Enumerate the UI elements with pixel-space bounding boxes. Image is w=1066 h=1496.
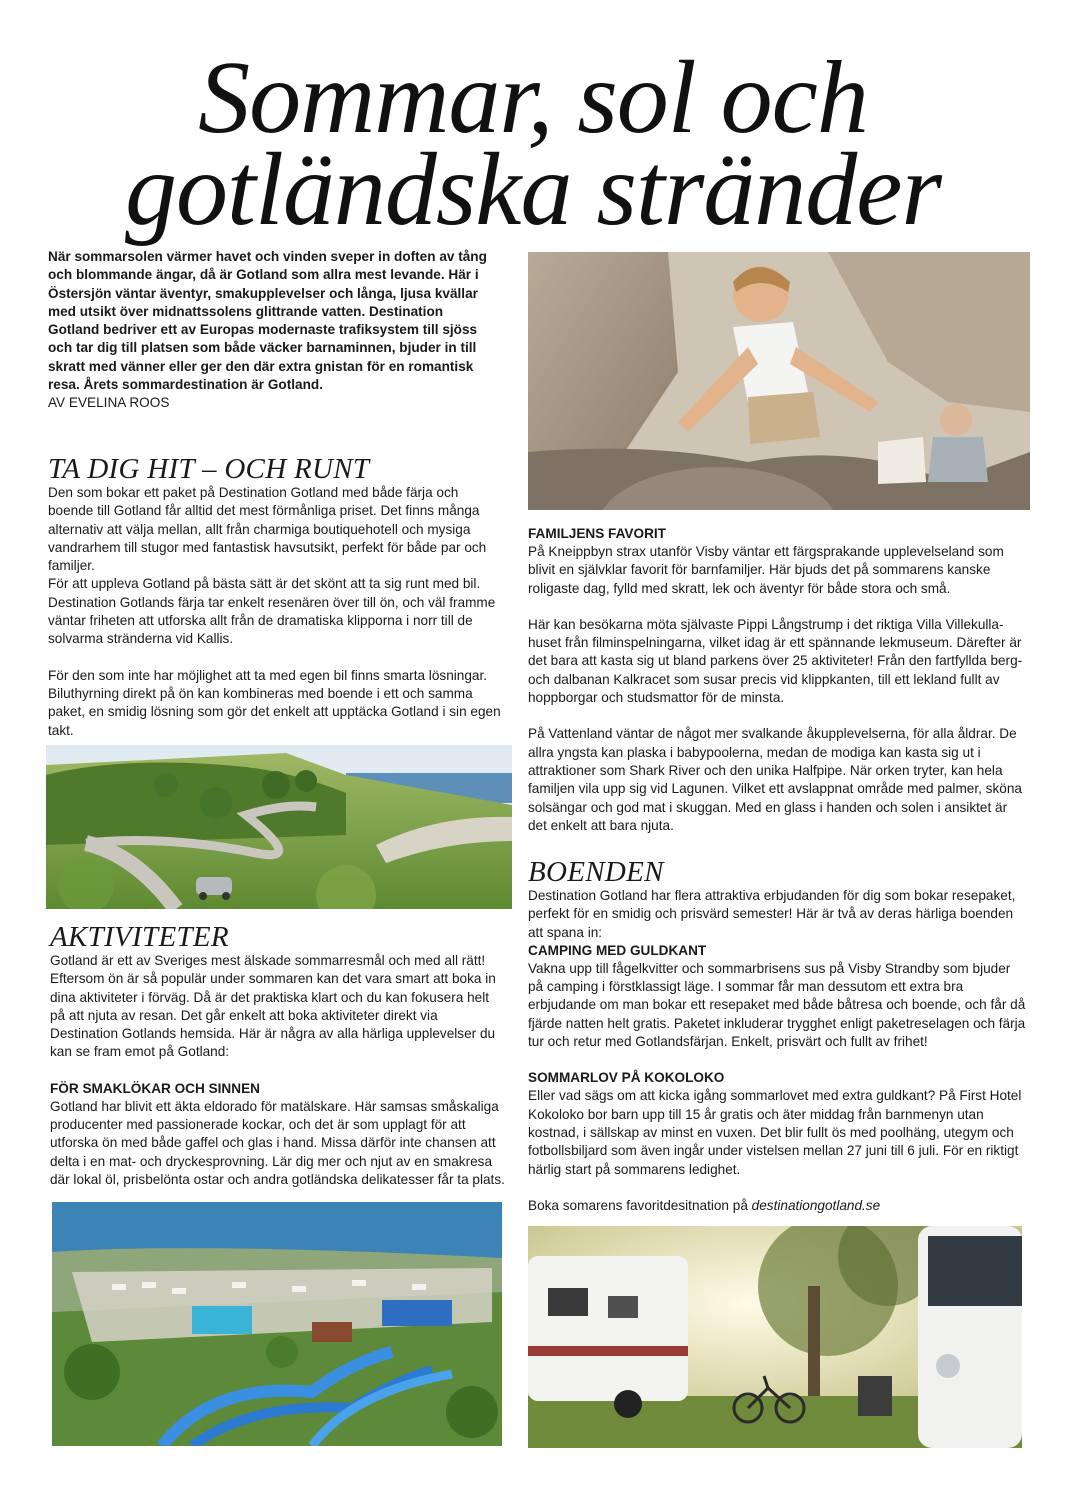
section-ta-dig-hit [48,454,504,740]
camping-text: Vakna upp till fågelkvitter och sommarbrisens sus på Visby Strandby som bjuder på camping i förstklassigt läge. I sommar får man dessutom ett extra bra erbjudande om man bokar ett resepaket med både båtresa och boende, och får då fjärde natten helt gratis. Paketet inkluderar trygghet enligt paketreselagen och färja tur och retur med Gotlandsfärjan. Enkelt, prisvärt och fullt av frihet! [528,960,1026,1050]
title-line-2: gotländska stränder [125,132,941,247]
cta-link[interactable]: destinationgotland.se [751,1197,881,1213]
boenden-intro: Destination Gotland har flera attraktiva erbjudanden för dig som bokar resepaket, perfekt för en smidig och prisvärd semester! Här är två av deras härliga boenden att spana in: [528,888,1016,940]
boy-climbing-rocks-photo [528,252,1030,510]
hit-paragraph-1: Den som bokar ett paket på Destination Gotland med både färja och boende till Gotland får alltid det mest förmånliga priset. Det finns många alternativ att välja mellan, allt från charmiga boutiquehotell och mysiga vandrarhem till stugor med fantastisk havsutsikt, perfekt för både par och familjer. [48,485,487,574]
sub-heading-camping: CAMPING MED GULDKANT [528,942,707,958]
hit-paragraph-2: För att uppleva Gotland på bästa sätt är det skönt att ta sig runt med bil. Destination Gotlands färja tar enkelt resenären över till ön, och väl framme väntar friheten att utforska allt från de dramatiska klipporna i norr till de solvarma stränderna vid Kallis. [48,576,496,647]
section-familjens-favorit [528,525,1028,835]
water-park-photo [52,1202,502,1446]
section-heading-aktiviteter: AKTIVITETER [50,921,229,953]
kokoloko-text: Eller vad sägs om att kicka igång sommarlovet med extra guldkant? På First Hotel Kokoloko bor barn upp till 15 år gratis och äter middag från barnmenyn utan kostnad, i sällskap av minst en vuxen. Det blir fullt ös med poolhäng, utegym och fotbollsbiljard som även ingår under vistelsen mellan 27 juni till 6 juli. För en riktigt härlig start på sommarens ledighet. [528,1088,1022,1177]
hit-paragraph-3: För den som inte har möjlighet att ta med egen bil finns smarta lösningar. Biluthyrning direkt på ön kan kombineras med boende i ett och samma paket, en smidig lösning som gör det enkelt att upptäcka Gotland i sin egen takt. [48,667,501,738]
cta-text: Boka somarens favoritdesitnation på [528,1197,748,1213]
sub-heading-kokoloko: SOMMARLOV PÅ KOKOLOKO [528,1070,725,1086]
section-aktiviteter [50,922,506,1189]
section-heading-hit: TA DIG HIT – OCH RUNT [48,453,370,485]
road-coast-photo [46,745,512,909]
fam-paragraph-1: På Kneippbyn strax utanför Visby väntar ett färgsprakande upplevelseland som blivit en självklar favorit för barnfamiljer. Här bjuds det på sommarens kanske roligaste dag, fylld med skratt, lek och äventyr för både stora och små. [528,544,1004,596]
section-boenden [528,857,1028,1215]
section-heading-familj: FAMILJENS FAVORIT [528,526,666,541]
sub-heading-smaklokar: FÖR SMAKLÖKAR OCH SINNEN [50,1080,260,1096]
title-line-1: Sommar, sol och [198,40,868,155]
fam-paragraph-3: På Vattenland väntar de något mer svalkande åkupplevelserna, för alla åldrar. De allra yngsta kan plaska i babypoolerna, medan de modiga kan kasta sig ut i attraktioner som Shark River och den unika Halfpipe. När orken tryter, kan hela familjen vila upp sig vid Lagunen. Vilket ett avslappnat område med palmer, sköna solsängar och god mat i skuggan. Med en glass i handen och solen i ansiktet är det enkelt att bara njuta. [528,726,1022,833]
section-heading-boenden: BOENDEN [528,856,664,888]
intro-block [48,248,488,413]
page-title [0,40,1066,247]
byline: AV EVELINA ROOS [48,395,170,411]
akt-paragraph-1: Gotland är ett av Sveriges mest älskade sommarresmål och med all rätt! Eftersom ön är så populär under sommaren kan det vara smart att boka in dina aktiviteter i förväg. Då är det praktiska klart och du kan fokusera helt på att njuta av resan. Det går enkelt att boka aktiviteter direkt via Destination Gotlands hemsida. Här är några av alla härliga upplevelser du kan se fram emot på Gotland: [50,953,496,1060]
akt-paragraph-2: Gotland har blivit ett äkta eldorado för matälskare. Här samsas småskaliga producenter med passionerade kockar, och det är som upplagt för att utforska ön med både gaffel och glas i hand. Missa därför inte chansen att delta i en mat- och dryckesprovning. Lär dig mer och njut av en smakresa där lokal öl, prisbelönta ostar och andra gotländska delikatesser får ta plats. [50,1098,505,1187]
cta-line [528,1197,1028,1215]
camper-vans-photo [528,1226,1022,1448]
fam-paragraph-2: Här kan besökarna möta självaste Pippi Långstrump i det riktiga Villa Villekulla-huset från filminspelningarna, vilket idag är ett spännande lekmuseum. Därefter är det bara att kasta sig ut bland parkens över 25 aktiviteter! Från den fartfyllda berg- och dalbanan Kalkracet som susar precis vid klippkanten, till ett lekland fullt av hoppborgar och studsmattor för de minsta. [528,616,1023,706]
intro-lead: När sommarsolen värmer havet och vinden sveper in doften av tång och blommande ängar, då är Gotland som allra mest levande. Här i Östersjön väntar äventyr, smakupplevelser och långa, ljusa kvällar med utsikt över midnattssolens glittrande vatten. Destination Gotland bedriver ett av Europas modernaste trafiksystem till sjöss och tar dig till platsen som både väcker barnaminnen, bjuder in till skratt med vänner eller ger den där extra gnistan för en romantisk resa. Årets sommardestination är Gotland. [48,249,487,393]
